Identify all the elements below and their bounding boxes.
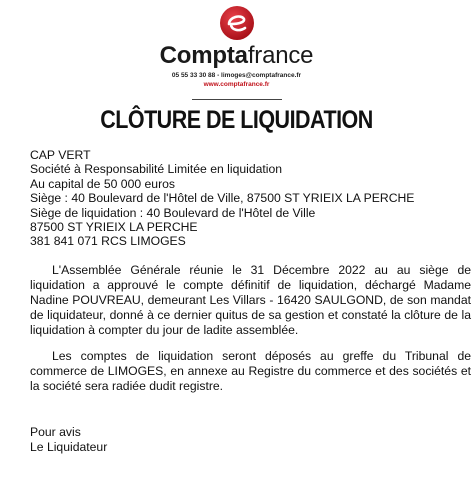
company-legal-form: Société à Responsabilité Limitée en liquidation — [30, 162, 283, 177]
company-info — [30, 148, 460, 249]
brand-part-france: france — [247, 42, 314, 69]
company-rcs: 381 841 071 RCS LIMOGES — [30, 234, 186, 249]
signature-liquidateur: Le Liquidateur — [30, 440, 108, 454]
signature-block — [30, 425, 107, 455]
header-logo-block — [0, 4, 473, 89]
signature-pour-avis: Pour avis — [30, 425, 81, 439]
company-liquidation-city: 87500 ST YRIEIX LA PERCHE — [30, 220, 198, 235]
company-liquidation-office: Siège de liquidation : 40 Boulevard de l'Hôtel de Ville — [30, 205, 316, 220]
header-divider — [192, 99, 282, 100]
comptafrance-logo-icon — [217, 4, 257, 42]
brand-part-compta: Compta — [159, 42, 248, 69]
company-head-office: Siège : 40 Boulevard de l'Hôtel de Ville, 87500 ST YRIEIX LA PERCHE — [30, 191, 415, 206]
paragraph-assembly: L'Assemblée Générale réunie le 31 Décembre 2022 au au siège de liquidation a approuvé le compte définitif de liquidation, déchargé Madame Nadine POUVREAU, demeurant Les Villars - 16420 SAULGOND, de son mandat de liquidateur, donné à ce dernier quitus de sa gestion et constaté la clôture de la liquidation à compter du jour de ladite assemblée. — [30, 263, 471, 337]
company-capital: Au capital de 50 000 euros — [30, 176, 176, 191]
paragraph-accounts: Les comptes de liquidation seront déposés au greffe du Tribunal de commerce de LIMOGES, en annexe au Registre du commerce et des sociétés et la société sera radiée dudit registre. — [30, 349, 471, 393]
company-name: CAP VERT — [30, 148, 91, 162]
notice-title: CLÔTURE DE LIQUIDATION — [100, 106, 373, 134]
brand-name — [0, 42, 473, 70]
contact-line: 05 55 33 30 88 - limoges@comptafrance.fr — [171, 72, 302, 79]
website-link[interactable]: www.comptafrance.fr — [203, 81, 270, 88]
